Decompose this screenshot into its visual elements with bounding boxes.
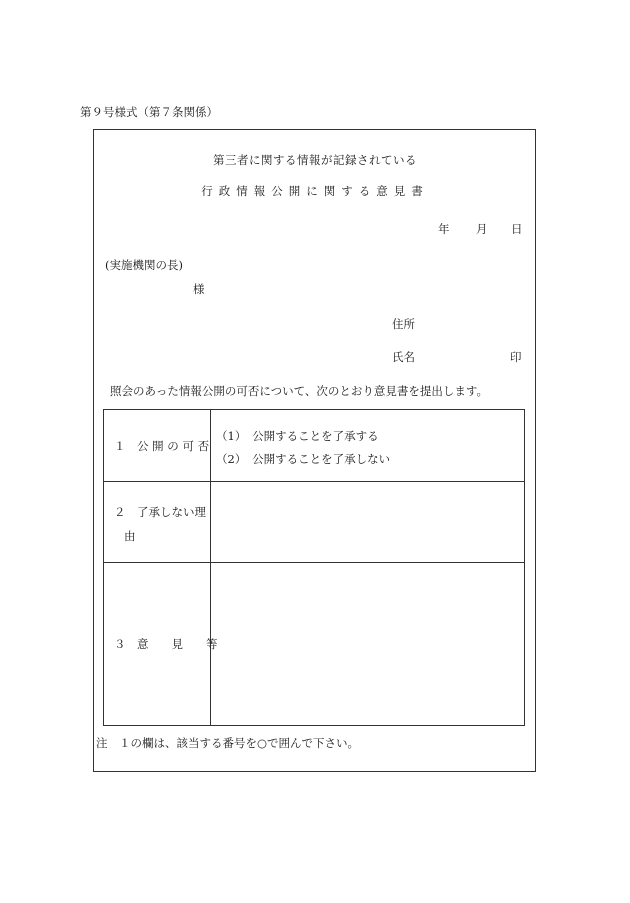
table-row-divider bbox=[104, 481, 524, 482]
opinion-table bbox=[103, 409, 525, 726]
row2-label-line2: 由 bbox=[124, 529, 136, 543]
reason-field[interactable] bbox=[216, 490, 516, 550]
footnote: 注 １の欄は、該当する番号を○で囲んで下さい。 bbox=[96, 736, 360, 750]
row1-option2: （2） 公開することを了承しない bbox=[216, 452, 391, 466]
form-number-label: 第９号様式（第７条関係） bbox=[80, 105, 218, 119]
row2-label-line1: ２ 了承しない理 bbox=[114, 505, 206, 519]
form-title-line1: 第三者に関する情報が記録されている bbox=[213, 153, 417, 167]
name-label: 氏名 bbox=[392, 350, 415, 364]
date-day-label: 日 bbox=[511, 222, 523, 236]
table-row-divider bbox=[104, 562, 524, 563]
seal-label: 印 bbox=[510, 350, 522, 364]
row1-option1: （1） 公開することを了承する bbox=[216, 429, 379, 443]
addressee-honorific: 様 bbox=[193, 282, 205, 296]
addressee-label: (実施機関の長) bbox=[105, 258, 183, 272]
intro-text: 照会のあった情報公開の可否について、次のとおり意見書を提出します。 bbox=[110, 384, 489, 398]
form-title-line2: 行政情報公開に関する意見書 bbox=[201, 184, 429, 198]
date-year-label: 年 bbox=[438, 222, 450, 236]
table-column-divider bbox=[210, 410, 211, 725]
address-label: 住所 bbox=[392, 317, 415, 331]
opinion-field[interactable] bbox=[216, 570, 516, 720]
date-month-label: 月 bbox=[476, 222, 488, 236]
row3-label: ３ 意 見 等 bbox=[114, 637, 218, 651]
row1-label: １ 公 開 の 可 否 bbox=[114, 439, 210, 453]
